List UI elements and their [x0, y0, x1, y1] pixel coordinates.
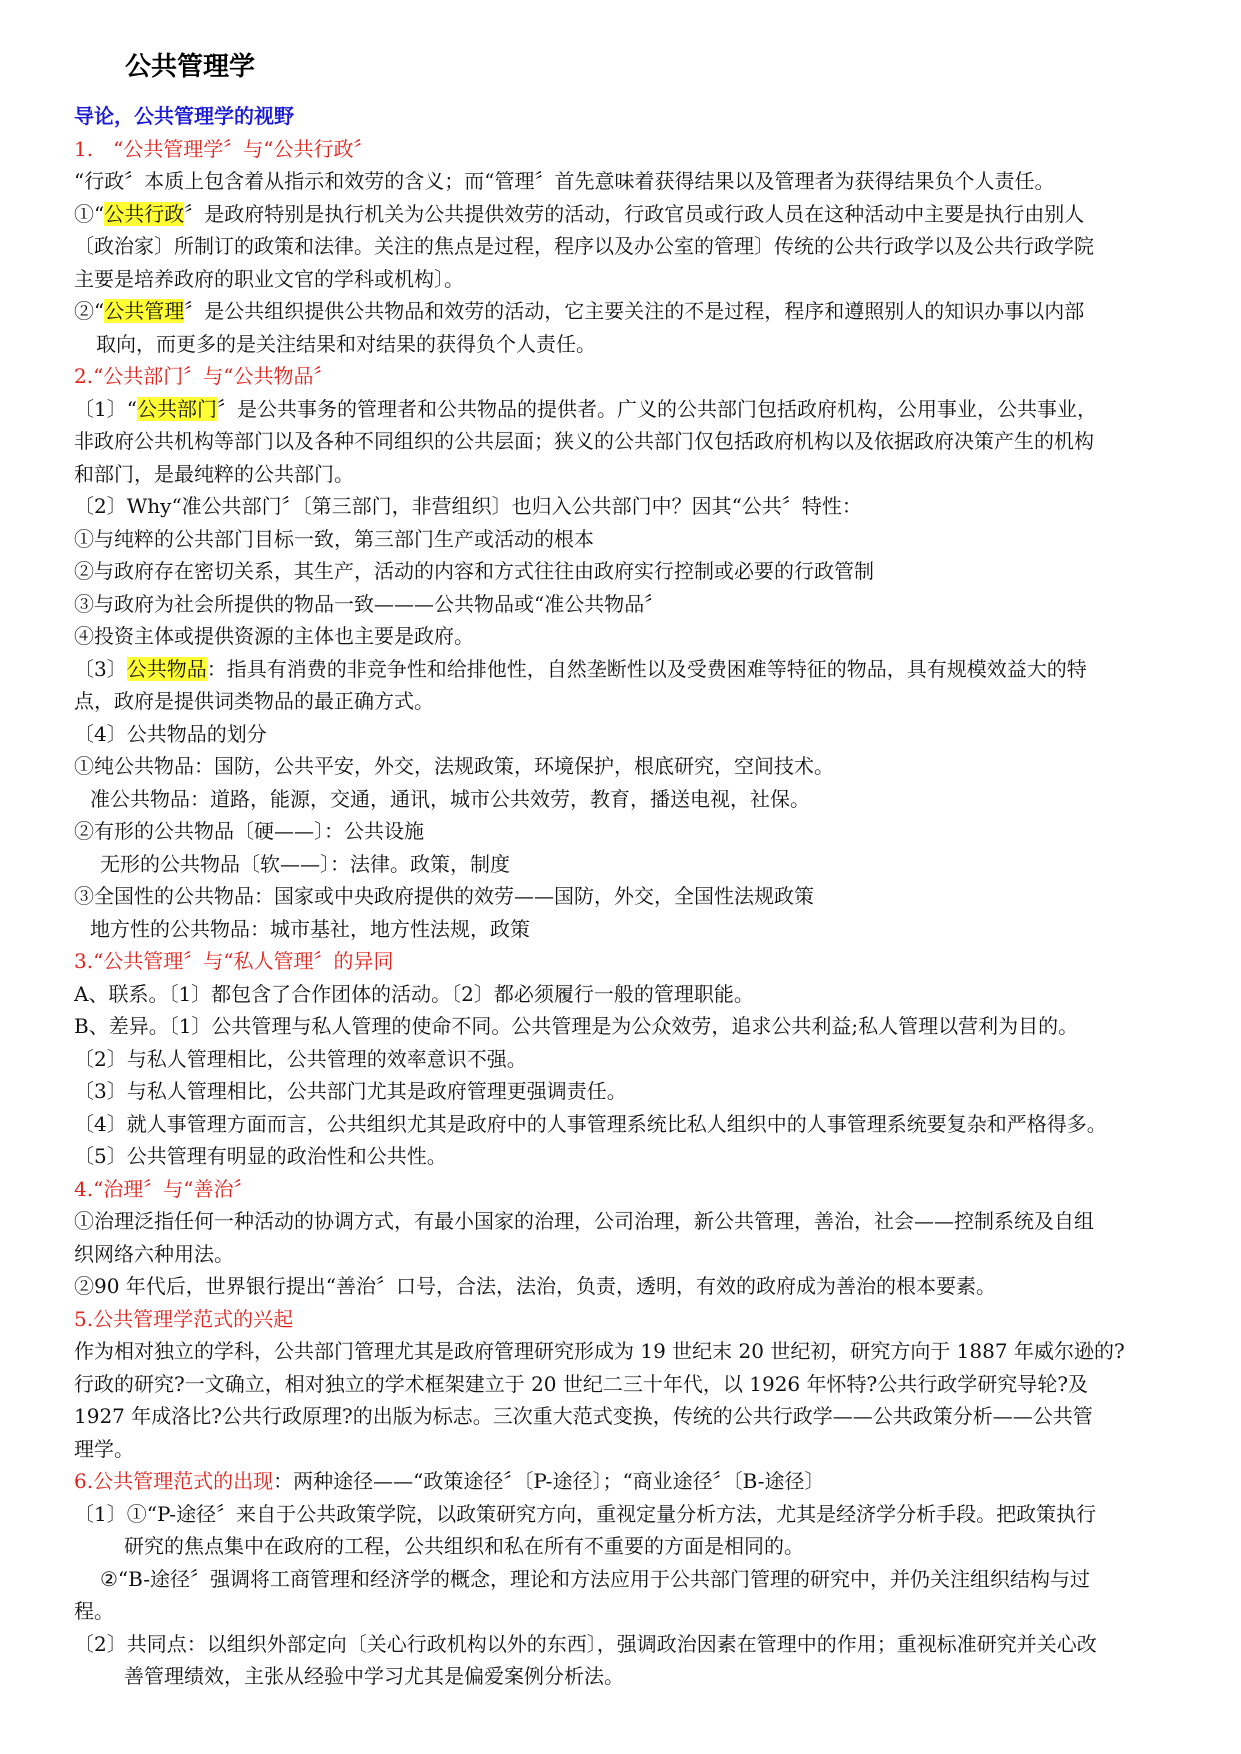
s1-paragraph-3: ②“公共管理〞是公共组织提供公共物品和效劳的活动，它主要关注的不是过程，程序和遵照别人的知识办事以内部 [74, 299, 1085, 323]
s2-paragraph-2: 〔2〕Why“准公共部门〞〔第三部门，非营组织〕也归入公共部门中？因其“公共〞特性： [74, 494, 862, 518]
s3-paragraph-6: 〔5〕公共管理有明显的政治性和公共性。 [74, 1144, 447, 1168]
highlight-public-management: 公共管理 [104, 299, 185, 323]
s6-paragraph-3: 〔2〕共同点：以组织外部定向〔关心行政机构以外的东西〕，强调政治因素在管理中的作用；重视标准研究并关心改 [74, 1631, 1097, 1656]
s2-classification-1b: 准公共物品：道路，能源，交通，通讯，城市公共效劳，教育，播送电视，社保。 [90, 786, 810, 811]
s3-paragraph-1: A、联系。〔1〕都包含了合作团体的活动。〔2〕都必须履行一般的管理职能。 [74, 981, 754, 1006]
subtitle: 导论，公共管理学的视野 [74, 104, 294, 128]
s6-paragraph-3-line-2: 善管理绩效，主张从经验中学习尤其是偏爱案例分析法。 [124, 1664, 624, 1688]
s6-paragraph-1-line-2: 研究的焦点集中在政府的工程，公共组织和私在所有不重要的方面是相同的。 [124, 1534, 804, 1558]
section-4-heading: 4.“治理〞与“善治〞 [74, 1176, 254, 1201]
section-1-heading: 1. “公共管理学〞与“公共行政〞 [74, 136, 374, 161]
s2-classification-3b: 地方性的公共物品：城市基社，地方性法规，政策 [90, 916, 530, 941]
s2-paragraph-1-line-2: 非政府公共机构等部门以及各种不同组织的公共层面；狭义的公共部门仅包括政府机构以及依据政府决策产生的机构 [74, 429, 1094, 453]
s4-paragraph-1-line-2: 织网络六种用法。 [74, 1241, 234, 1266]
s4-paragraph-1: ①治理泛指任何一种活动的协调方式，有最小国家的治理，公司治理，新公共管理，善治，社会——控制系统及自组 [74, 1209, 1094, 1233]
s2-classification-2: ②有形的公共物品〔硬——〕：公共设施 [74, 819, 424, 843]
document-body [74, 100, 1194, 1693]
s4-paragraph-2: ②90 年代后，世界银行提出“善治〞口号，合法，法治，负责，透明，有效的政府成为善治的根本要素。 [74, 1274, 997, 1298]
s5-paragraph-1: 作为相对独立的学科，公共部门管理尤其是政府管理研究形成为 19 世纪末 20 世纪初，研究方向于 1887 年威尔逊的? [74, 1339, 1125, 1363]
s2-list-item-3: ③与政府为社会所提供的物品一致———公共物品或“准公共物品〞 [74, 591, 665, 616]
s2-classification-3: ③全国性的公共物品：国家或中央政府提供的效劳——国防，外交，全国性法规政策 [74, 884, 814, 908]
s6-paragraph-2: ②“B-途径〞强调将工商管理和经济学的概念，理论和方法应用于公共部门管理的研究中，并仍关注组织结构与过 [100, 1566, 1090, 1591]
s3-paragraph-3: 〔2〕与私人管理相比，公共管理的效率意识不强。 [74, 1046, 527, 1071]
section-6-heading-red: 6.公共管理范式的出现 [74, 1469, 274, 1493]
s5-paragraph-1-line-3: 1927 年成洛比?公共行政原理?的出版为标志。三次重大范式变换，传统的公共行政学——公共政策分析——公共管 [74, 1404, 1093, 1428]
s3-paragraph-2: B、差异。〔1〕公共管理与私人管理的使命不同。公共管理是为公众效劳，追求公共利益;私人管理以营利为目的。 [74, 1014, 1079, 1038]
s2-classification-1: ①纯公共物品：国防，公共平安，外交，法规政策，环境保护，根底研究，空间技术。 [74, 754, 834, 778]
highlight-public-administration: 公共行政 [104, 201, 185, 226]
s5-paragraph-1-line-4: 理学。 [74, 1436, 134, 1461]
s2-paragraph-1-line-3: 和部门，是最纯粹的公共部门。 [74, 461, 354, 486]
section-5-heading: 5.公共管理学范式的兴起 [74, 1306, 294, 1331]
s3-paragraph-5: 〔4〕就人事管理方面而言，公共组织尤其是政府中的人事管理系统比私人组织中的人事管理系统要复杂和严格得多。 [74, 1111, 1107, 1136]
s2-paragraph-4: 〔4〕公共物品的划分 [74, 721, 267, 746]
highlight-public-goods: 公共物品 [126, 656, 207, 681]
s1-paragraph-2-line-2: 〔政治家〕所制订的政策和法律。关注的焦点是过程，程序以及办公室的管理〕传统的公共行政学以及公共行政学院 [74, 234, 1094, 258]
s6-paragraph-2-line-2: 程。 [74, 1599, 114, 1623]
section-3-heading: 3.“公共管理〞与“私人管理〞的异同 [74, 949, 394, 973]
highlight-public-sector: 公共部门 [136, 396, 217, 421]
s1-paragraph-2: ①“公共行政〞是政府特别是执行机关为公共提供效劳的活动，行政官员或行政人员在这种活动中主要是执行由别人 [74, 201, 1085, 226]
section-6-heading: 6.公共管理范式的出现：两种途径——“政策途径〞〔P-途径〕；“商业途径〞〔B-途径〕 [74, 1469, 825, 1493]
s2-paragraph-3: 〔3〕公共物品：指具有消费的非竞争性和给排他性，自然垄断性以及受费困难等特征的物品，具有规模效益大的特 [74, 656, 1087, 681]
s1-paragraph-2-line-3: 主要是培养政府的职业文官的学科或机构〕。 [74, 266, 464, 291]
s2-paragraph-3-line-2: 点，政府是提供词类物品的最正确方式。 [74, 689, 434, 713]
section-2-heading: 2.“公共部门〞与“公共物品〞 [74, 364, 334, 388]
s3-paragraph-4: 〔3〕与私人管理相比，公共部门尤其是政府管理更强调责任。 [74, 1079, 627, 1103]
s1-paragraph-1: “行政〞本质上包含着从指示和效劳的含义；而“管理〞首先意味着获得结果以及管理者为获得结果负个人责任。 [74, 169, 1055, 193]
s5-paragraph-1-line-2: 行政的研究?一文确立，相对独立的学术框架建立于 20 世纪二三十年代，以 1926 年怀特?公共行政学研究导轮?及 [74, 1371, 1088, 1396]
s2-list-item-2: ②与政府存在密切关系，其生产，活动的内容和方式往往由政府实行控制或必要的行政管制 [74, 559, 874, 583]
s2-list-item-1: ①与纯粹的公共部门目标一致，第三部门生产或活动的根本 [74, 526, 594, 551]
s2-classification-2b: 无形的公共物品〔软——〕：法律。政策，制度 [100, 851, 510, 876]
s6-paragraph-1: 〔1〕①“P-途径〞来自于公共政策学院，以政策研究方向，重视定量分析方法，尤其是经济学分析手段。把政策执行 [74, 1501, 1097, 1526]
s1-paragraph-3-line-2: 取向，而更多的是关注结果和对结果的获得负个人责任。 [96, 331, 596, 356]
page-title: 公共管理学 [125, 52, 256, 82]
s2-paragraph-1: 〔1〕“公共部门〞是公共事务的管理者和公共物品的提供者。广义的公共部门包括政府机构，公用事业，公共事业， [74, 396, 1097, 421]
s2-list-item-4: ④投资主体或提供资源的主体也主要是政府。 [74, 624, 474, 648]
